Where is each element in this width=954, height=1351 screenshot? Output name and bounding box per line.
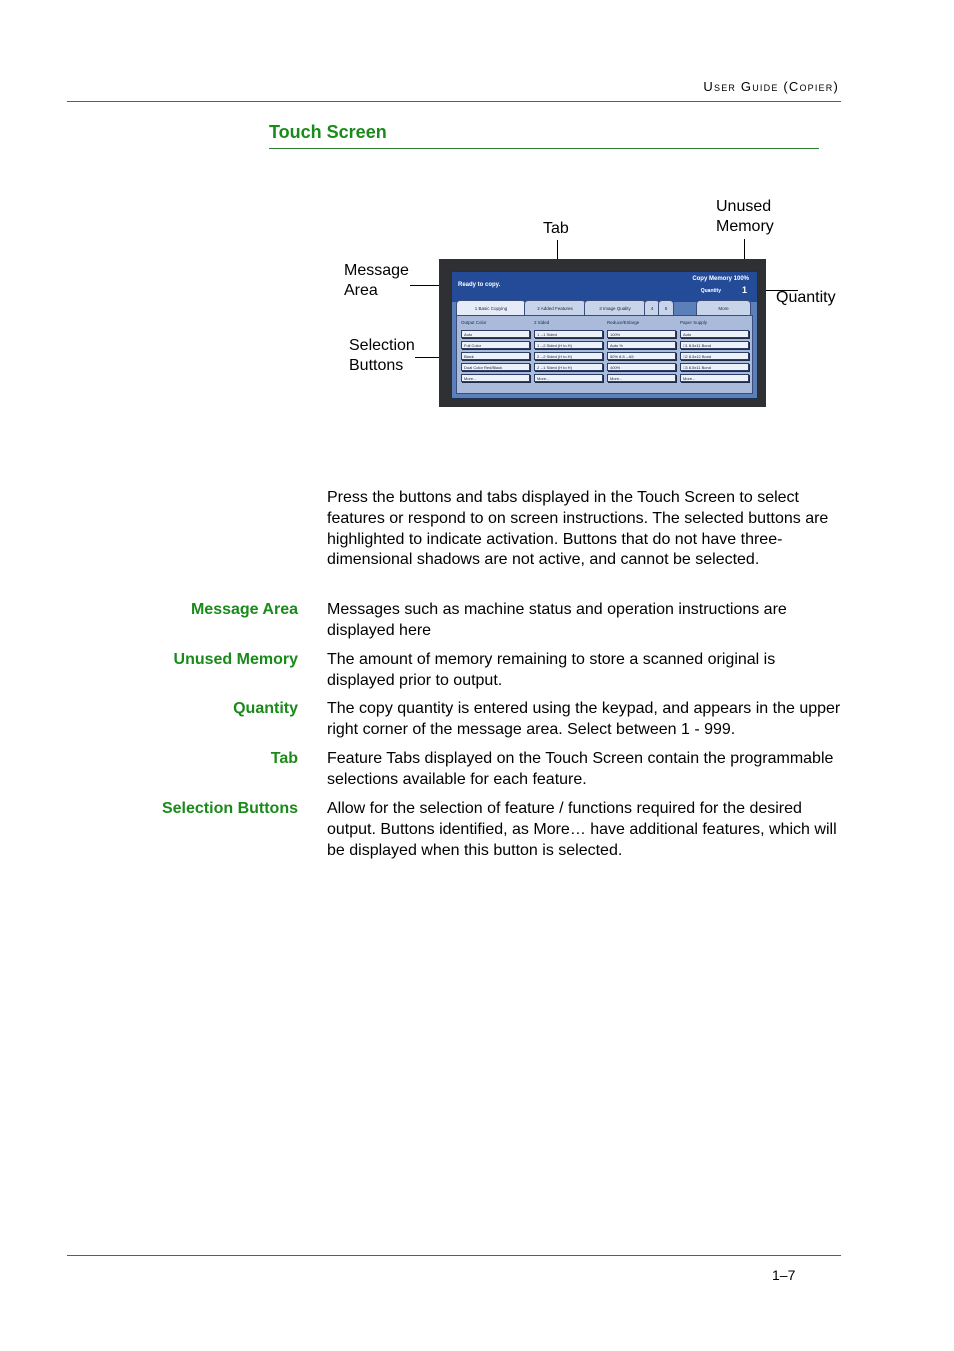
selection-button[interactable]: □1 8.5x11 Bond [680, 341, 749, 349]
definition-message-area: Messages such as machine status and operation instructions are displayed here [327, 601, 787, 639]
callout-message-area-line1: Message [344, 262, 409, 279]
selection-panel [456, 315, 753, 394]
selection-button[interactable]: 100% [607, 330, 676, 338]
tab-basic-copying[interactable]: 1 Basic Copying [456, 300, 526, 315]
screen-quantity-value: 1 [741, 285, 747, 295]
header-rule [67, 101, 841, 102]
column-head: 2 Sided [534, 320, 550, 325]
term-unused-memory: Unused Memory [173, 651, 298, 668]
column-reduce-enlarge [607, 319, 676, 382]
running-head: User Guide (Copier) [703, 79, 839, 94]
page-number: 1–7 [772, 1267, 796, 1283]
column-head: Paper Supply [680, 320, 708, 325]
selection-button[interactable]: Dual Color Red/Black [461, 363, 530, 371]
selection-button[interactable]: 50% 8.5→A5 [607, 352, 676, 360]
selection-button[interactable]: 2→2 Sided (H to H) [534, 352, 603, 360]
selection-button[interactable]: Auto % [607, 341, 676, 349]
selection-button[interactable]: More... [607, 374, 676, 382]
selection-button[interactable]: More... [461, 374, 530, 382]
column-output-color [461, 319, 530, 382]
callout-message-area [344, 261, 409, 301]
tab-4[interactable]: 4 [644, 300, 660, 315]
selection-button[interactable]: Auto [680, 330, 749, 338]
section-title: Touch Screen [269, 122, 387, 142]
selection-button[interactable]: Black [461, 352, 530, 360]
definition-quantity: The copy quantity is entered using the keypad, and appears in the upper right corner of the message area. Select between 1 - 999. [327, 700, 841, 738]
selection-button[interactable]: More... [680, 374, 749, 382]
column-head: Output Color [461, 320, 487, 325]
callout-selection-buttons [349, 336, 415, 376]
selection-button[interactable]: More... [534, 374, 603, 382]
footer-rule [67, 1255, 841, 1256]
callout-selection-buttons-line2: Buttons [349, 357, 404, 374]
callout-message-area-line2: Area [344, 282, 378, 299]
tab-more[interactable]: More [696, 300, 751, 315]
column-head: Reduce/Enlarge [607, 320, 640, 325]
definition-selection-buttons: Allow for the selection of feature / functions required for the desired output. Buttons identified, as More… have additional features, which will be displayed when this button is selected. [327, 800, 837, 859]
selection-button[interactable]: □2 8.5x12 Bond [680, 352, 749, 360]
callout-unused-memory [716, 197, 774, 237]
screen-quantity-label: Quantity [700, 288, 721, 294]
callout-unused-memory-line2: Memory [716, 218, 774, 235]
term-quantity: Quantity [233, 700, 298, 717]
tab-image-quality[interactable]: 3 Image Quality [584, 300, 646, 315]
tab-5[interactable]: 5 [658, 300, 674, 315]
selection-button[interactable]: 2→1 Sided (H to H) [534, 363, 603, 371]
term-selection-buttons: Selection Buttons [161, 800, 298, 817]
screen-memory: Copy Memory 100% [692, 276, 749, 282]
definition-tab: Feature Tabs displayed on the Touch Screen contain the programmable selections available for each feature. [327, 750, 834, 788]
section-title-rule [269, 148, 819, 149]
callout-selection-buttons-line1: Selection [349, 337, 415, 354]
callout-tab: Tab [543, 220, 569, 237]
selection-button[interactable]: Auto [461, 330, 530, 338]
selection-button[interactable]: Full Color [461, 341, 530, 349]
screen-message: Ready to copy. [458, 282, 501, 288]
screen-tabs [456, 300, 753, 315]
message-area [452, 272, 757, 302]
touch-screen-display [451, 271, 758, 399]
term-tab: Tab [270, 750, 298, 767]
callout-unused-memory-line1: Unused [716, 198, 772, 215]
selection-button[interactable]: □3 8.5x11 Bond [680, 363, 749, 371]
selection-button[interactable]: 400% [607, 363, 676, 371]
intro-paragraph: Press the buttons and tabs displayed in the Touch Screen to select features or respond to on screen instructions. The selected buttons are highlighted to indicate activation. Buttons that do not have three-dimensional shadows are not active, and cannot be selected. [327, 489, 829, 569]
definition-unused-memory: The amount of memory remaining to store a scanned original is displayed prior to output. [327, 651, 776, 689]
tab-added-features[interactable]: 2 Added Features [524, 300, 586, 315]
touch-screen-photo [439, 259, 766, 407]
callout-quantity: Quantity [776, 289, 836, 306]
column-paper-supply [680, 319, 749, 382]
selection-button[interactable]: 1→2 Sided (H to H) [534, 341, 603, 349]
term-message-area: Message Area [190, 601, 298, 618]
column-2-sided [534, 319, 603, 382]
selection-button[interactable]: 1→1 Sided [534, 330, 603, 338]
